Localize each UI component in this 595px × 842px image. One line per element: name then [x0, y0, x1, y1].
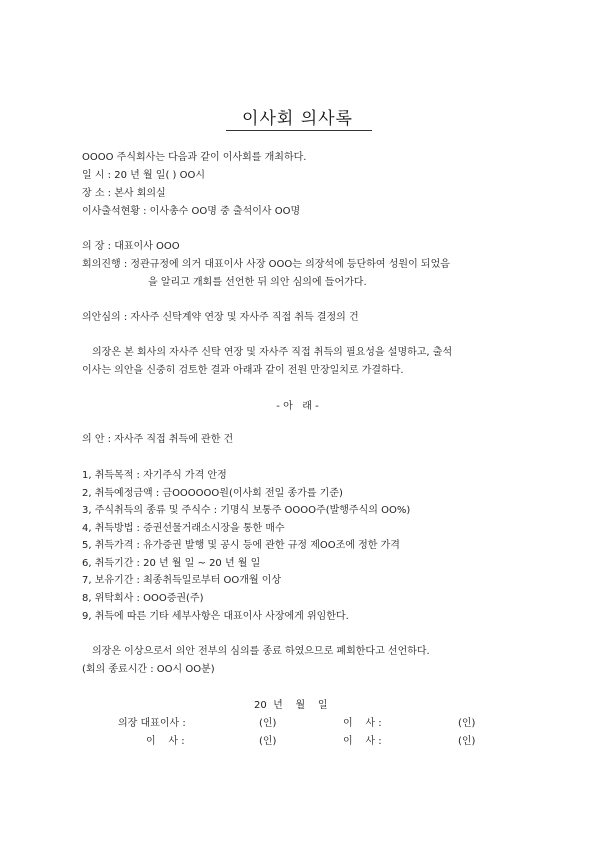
chair-seal: (인)	[259, 718, 277, 729]
director-signature-label: 이 사 :	[146, 736, 185, 747]
end-time-line: (회의 종료시간 : OO시 OO분)	[82, 664, 215, 675]
director-signature-label: 이 사 :	[343, 718, 382, 729]
meeting-place: 장 소 : 본사 회의실	[82, 188, 166, 199]
meeting-datetime: 일 시 : 20 년 월 일( ) OO시	[82, 170, 206, 181]
title-underline	[226, 130, 372, 131]
item-3: 3, 주식취득의 종류 및 주식수 : 기명식 보통주 OOOO주(발행주식의 OO%)	[82, 505, 411, 516]
document-title: 이사회 의사록	[242, 109, 353, 129]
item-8: 8, 위탁회사 : OOO증권(주)	[82, 593, 204, 604]
attendance-status: 이사출석현황 : 이사총수 OO명 중 출석이사 OO명	[82, 206, 301, 217]
item-1: 1, 취득목적 : 자기주식 가격 안정	[82, 470, 227, 481]
director-seal: (인)	[259, 736, 277, 747]
closing-line: 의장은 이상으로서 의안 전부의 심의를 종료 하였으므로 폐회한다고 선언하다.	[92, 646, 430, 657]
statement-line-2: 이사는 의안을 신중히 검토한 결과 아래과 같이 전원 만장일치로 가결하다.	[82, 365, 404, 376]
item-9: 9, 취득에 따른 기타 세부사항은 대표이사 사장에게 위임한다.	[82, 611, 349, 622]
below-marker: - 아 래 -	[276, 401, 319, 412]
opening-line: OOOO 주식회사는 다음과 같이 이사회를 개최하다.	[82, 152, 307, 163]
motion-line: 의 안 : 자사주 직접 취득에 관한 건	[82, 434, 234, 445]
chair-signature-label: 의장 대표이사 :	[118, 718, 186, 729]
director-signature-label: 이 사 :	[343, 736, 382, 747]
item-6: 6, 취득기간 : 20 년 월 일 ~ 20 년 월 일	[82, 558, 261, 569]
director-seal: (인)	[458, 718, 476, 729]
proceeding-line-1: 회의진행 : 정관규정에 의거 대표이사 사장 OOO는 의장석에 등단하여 성원이 되었음	[82, 259, 450, 270]
chair-line: 의 장 : 대표이사 OOO	[82, 241, 180, 252]
agenda-line: 의안심의 : 자사주 신탁계약 연장 및 자사주 직접 취득 결정의 건	[82, 312, 359, 323]
director-seal: (인)	[458, 736, 476, 747]
item-2: 2, 취득예정금액 : 금OOOOOO원(이사회 전일 종가를 기준)	[82, 488, 343, 499]
item-7: 7, 보유기간 : 최종취득일로부터 OO개월 이상	[82, 575, 282, 586]
statement-line-1: 의장은 본 회사의 자사주 신탁 연장 및 자사주 직접 취득의 필요성을 설명하고, 출석	[92, 347, 453, 358]
proceeding-line-2: 을 알리고 개회를 선언한 뒤 의안 심의에 들어가다.	[148, 277, 367, 288]
item-5: 5, 취득가격 : 유가증권 발행 및 공시 등에 관한 규정 제OO조에 정한 가격	[82, 540, 400, 551]
item-4: 4, 취득방법 : 증권선물거래소시장을 통한 매수	[82, 523, 285, 534]
signature-date: 20 년 월 일	[254, 700, 328, 711]
